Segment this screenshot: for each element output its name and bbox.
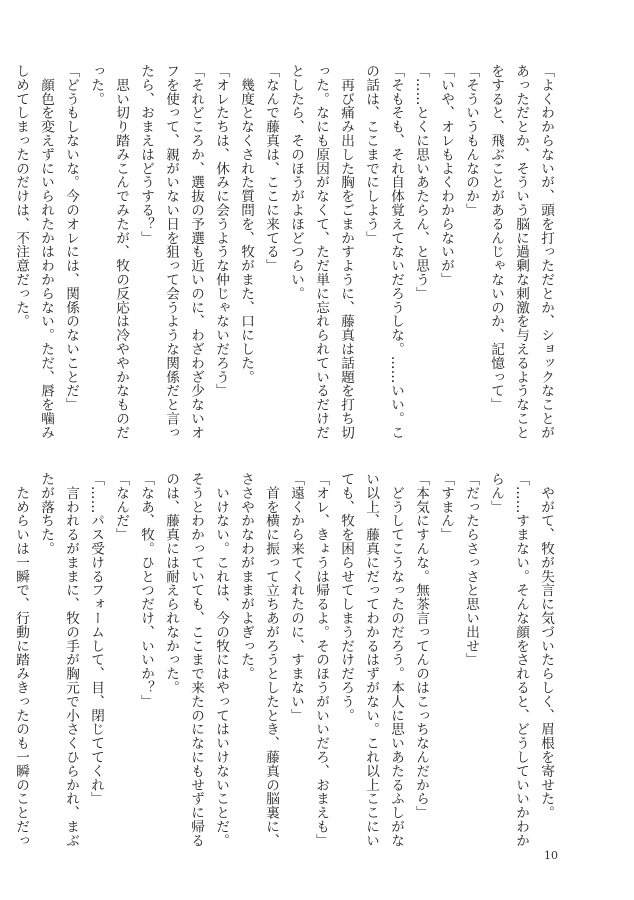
text-line: 「そもそも、それ自体覚えてないだろうしな。……いい。こ <box>388 64 404 440</box>
text-line: としたら、そのほうがよほどつらい。 <box>288 64 304 301</box>
text-line: たら、おまえはどうする？」 <box>138 64 154 245</box>
text-line: 「だったらさっさと思い出せ」 <box>463 472 479 667</box>
text-line: 「オレたちは、休みに会うような仲じゃないだろう」 <box>213 64 229 398</box>
text-line: いけない。これは、今の牧にはやってはいけないことだ。 <box>213 472 229 848</box>
text-line: 「よくわからないが、頭を打っただとか、ショックなことが <box>538 64 554 440</box>
text-line: った。 <box>88 64 104 106</box>
text-line: 「すまん」 <box>438 472 454 542</box>
text-line: 顔色を変えずにいられたかはわからない。ただ、唇を噛み <box>38 64 54 440</box>
text-line: 「オレ、きょうは帰るよ。そのほうがいいだろ、おまえも」 <box>313 472 329 848</box>
text-line: 「本気にすんな。無茶言ってんのはこっちなんだから」 <box>413 472 429 820</box>
text-line: ささやかなわがままがよぎった。 <box>238 472 254 681</box>
text-line: のは、藤真には耐えられなかった。 <box>163 472 179 695</box>
text-line: 「……とくに思いあたらん、と思う」 <box>413 64 429 301</box>
text-line: の話は、ここまでにしよう」 <box>363 64 379 245</box>
text-line: 「どうもしないな。今のオレには、関係のないことだ」 <box>63 64 79 412</box>
text-line: やがて、牧が失言に気づいたらしく、眉根を寄せた。 <box>538 472 554 820</box>
text-line: ても、牧を困らせてしまうだけだろう。 <box>338 472 354 723</box>
text-line: 「……パス受けるフォームして、目、閉じててくれ」 <box>88 472 104 806</box>
text-line: 「遠くから来てくれたのに、すまない」 <box>288 472 304 723</box>
text-line: い以上、藤真にだってわかるはずがない。これ以上ここにい <box>363 472 379 848</box>
page-number: 10 <box>544 849 558 862</box>
text-line: 「なんで藤真は、ここに来てる」 <box>263 64 279 273</box>
text-line: 首を横に振って立ちあがろうとしたとき、藤真の脳裏に、 <box>263 472 279 848</box>
text-line: ためらいは一瞬で、行動に踏みきったのも一瞬のことだっ <box>13 472 29 848</box>
text-line: しめてしまったのだけは、不注意だった。 <box>13 64 29 329</box>
text-line: 言われるがままに、牧の手が胸元で小さくひらかれ、まぶ <box>63 472 79 848</box>
text-block-lower <box>13 472 558 848</box>
text-line: そうとわかっていても、ここまで来たのになにもせずに帰る <box>188 472 204 848</box>
text-line: 「いや、オレもよくわからないが」 <box>438 64 454 287</box>
text-line: 「そういうもんなのか」 <box>463 64 479 217</box>
text-line: らん」 <box>488 472 504 514</box>
text-line: をすると、飛ぶことがあるんじゃないのか、記憶って」 <box>488 64 504 412</box>
text-line: あっただとか、そういう脳に過剰な刺激を与えるようなこと <box>513 64 529 440</box>
text-line: 思い切り踏みこんでみたが、牧の反応は冷ややかなものだ <box>113 64 129 440</box>
text-line: どうしてこうなったのだろう。本人に思いあたるふしがな <box>388 472 404 848</box>
text-line: 再び痛み出した胸をごまかすように、藤真は話題を打ち切 <box>338 64 354 440</box>
text-block-upper <box>13 64 558 454</box>
text-line: 「なあ、牧。ひとつだけ、いいか？」 <box>138 472 154 709</box>
text-line: 幾度となくされた質問を、牧がまた、口にした。 <box>238 64 254 384</box>
text-line: った。なにも原因がなくて、ただ単に忘れられているだけだ <box>313 64 329 440</box>
text-line: フを使って、親がいない日を狙って会うような関係だと言っ <box>163 64 179 440</box>
text-line: たが落ちた。 <box>38 472 54 556</box>
text-line: 「それどころか、選抜の予選も近いのに、わざわざ少ないオ <box>188 64 204 440</box>
text-line: 「……すまない。そんな顔をされると、どうしていいかわか <box>513 472 529 848</box>
text-line: 「なんだ」 <box>113 472 129 542</box>
